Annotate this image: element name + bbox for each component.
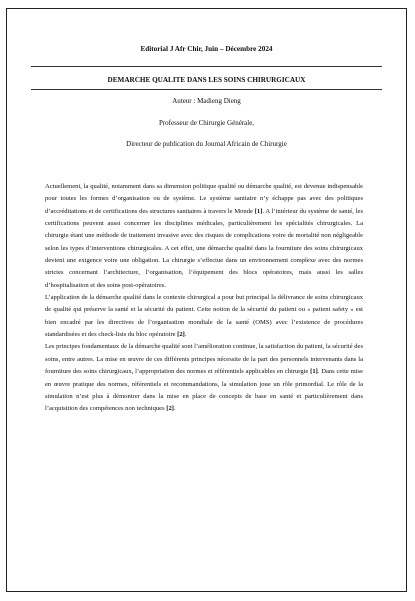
title-divider xyxy=(31,89,382,90)
journal-line: Editorial J Afr Chir, Juin – Décembre 2024 xyxy=(140,45,273,53)
document-page xyxy=(6,8,407,592)
paragraph-3: Les principes fondamentaux de la démarche qualité sont l’amélioration continue, la satisfaction du patient, la sécurité des soins, entre autres. La mise en œuvre de ces différents principes nécessite de la part des personnels intervenants dans la fourniture des soins chirurgicaux, l’appropriation des normes et référentiels applicables en chirurgie [1]. Dans cette mise en œuvre pratique des normes, référentiels et recommandations, la simulation joue un rôle primordial. Le rôle de la simulation n’est plus à démontrer dans la mise en place de concepts de base en santé et particulièrement dans l’acquisition des compétences non techniques [2]. xyxy=(45,343,363,413)
citation-ref: [2] xyxy=(166,405,174,413)
article-title: DEMARCHE QUALITE DANS LES SOINS CHIRURGICAUX xyxy=(107,76,306,84)
citation-ref: [1] xyxy=(310,368,318,376)
citation-ref: [1] xyxy=(254,207,263,215)
citation-ref: [2] xyxy=(177,331,185,339)
author-affiliation: Directeur de publication du Journal Africain de Chirurgie xyxy=(126,140,287,148)
paragraph-1: Actuellement, la qualité, notamment dans sa dimension politique qualité ou démarche qualité, est devenue indispensable pour toutes les formes d’organisation ou de système. Le système sanitaire n’y échappe pas avec des politiques d’accréditations et de certifications des structures sanitaires à travers le Monde [1]. A l’intérieur du système de santé, les certifications peuvent aussi concerner les disciplines médicales, particulièrement les spécialités chirurgicales. La chirurgie étant une méthode de traitement invasive avec des risques de complications voire de mortalité non négligeable selon les types d’interventions chirurgicales. A cet effet, une démarche qualité dans la fourniture des soins chirurgicaux devient une exigence voire une obligation. La chirurgie s’effectue dans un environnement complexe avec des normes strictes concernant l’architecture, l’organisation, l’équipement des blocs opératoires, mais aussi les salles d’hospitalisation et des soins post-opératoires. xyxy=(45,183,364,289)
author-line: Auteur : Madieng Dieng xyxy=(172,97,241,105)
author-role: Professeur de Chirurgie Générale, xyxy=(158,119,255,127)
paragraph-2: L’application de la démarche qualité dans le contexte chirurgical a pour but principal la délivrance de soins chirurgicaux de qualité qui préserve la santé et la sécurité du patient. Cette notion de la sécurité du patient ou « patient safety » est bien encadré par les directives de l’organisation mondiale de la santé (OMS) avec l’existence de procédures standardisées et des check-lists du bloc opératoire [2]. xyxy=(45,294,363,339)
top-divider xyxy=(31,66,382,67)
article-body xyxy=(45,181,363,416)
